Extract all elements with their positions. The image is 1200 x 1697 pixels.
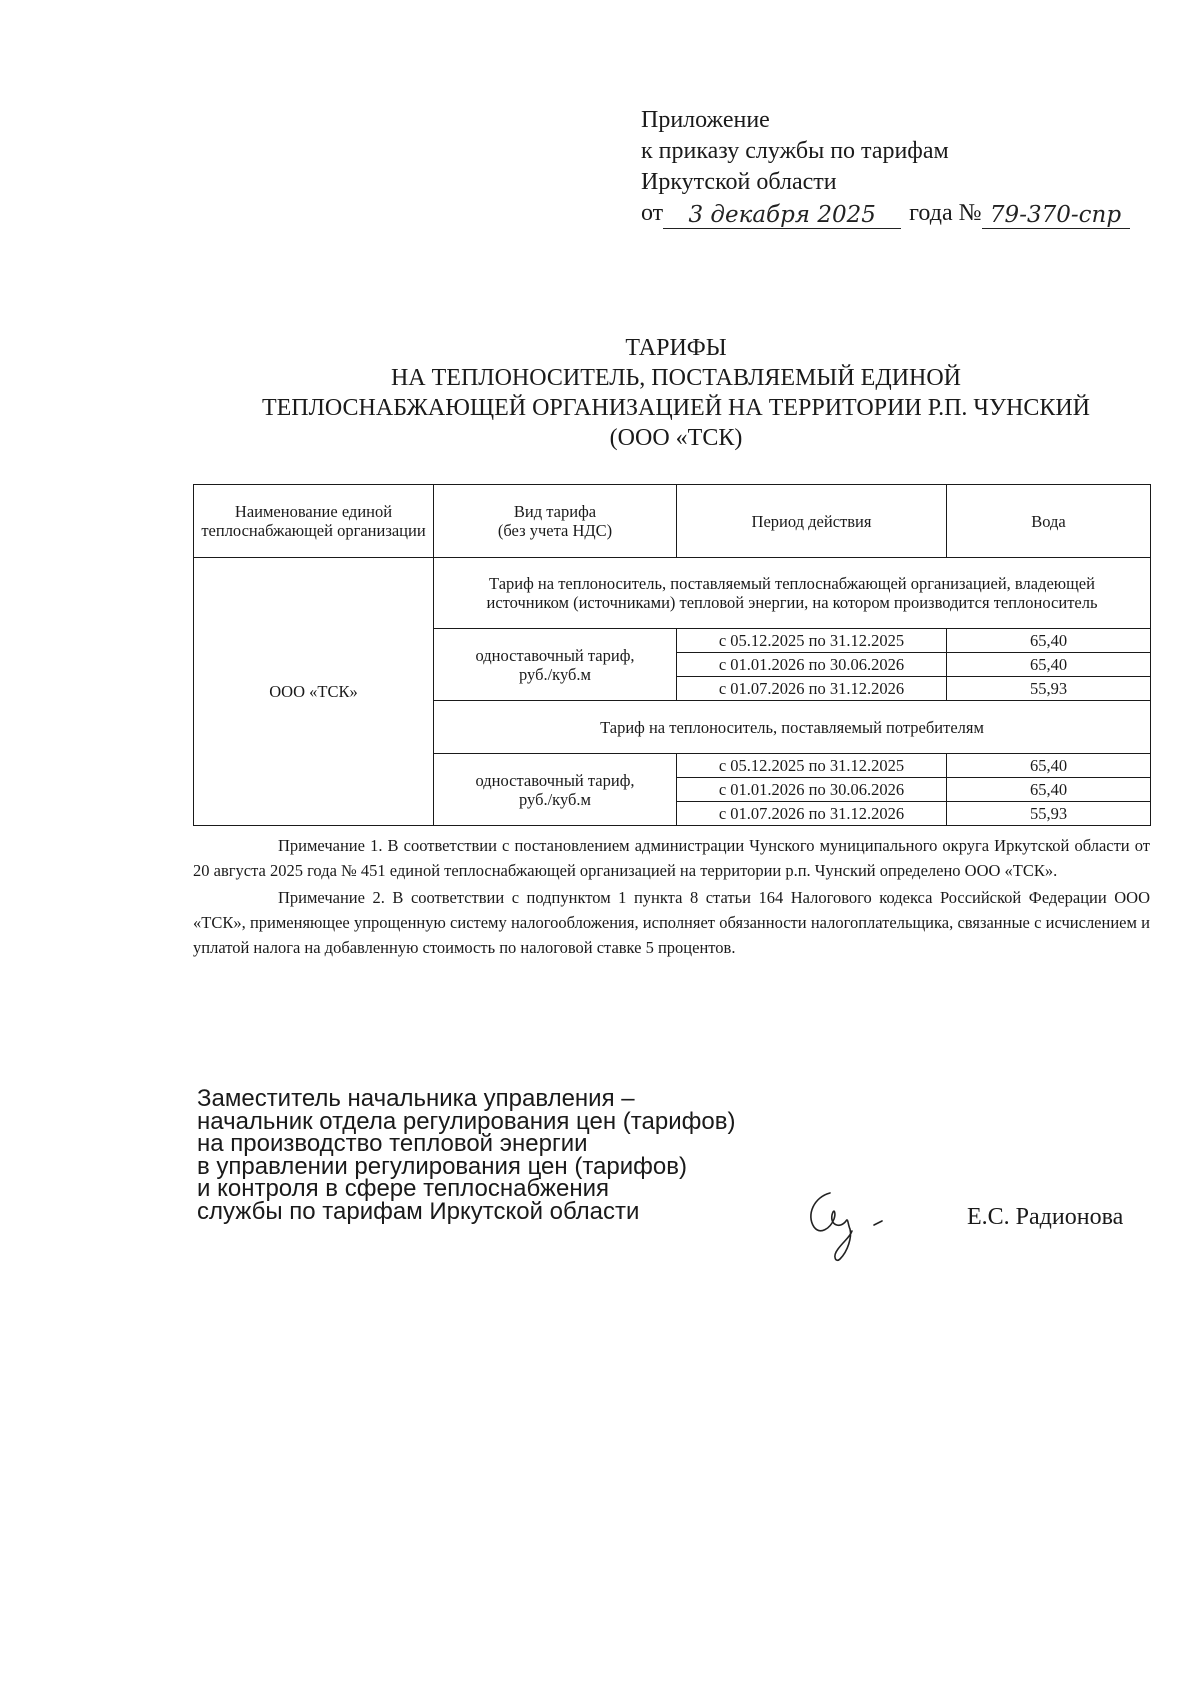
header-water: Вода <box>947 485 1151 558</box>
section2-title: Тариф на теплоноситель, поставляемый потребителям <box>434 701 1151 754</box>
appendix-region: Иркутской области <box>641 169 837 195</box>
handwritten-signature-icon <box>800 1185 910 1265</box>
handwritten-order-number: 79-370-спр <box>982 202 1130 229</box>
water-value: 65,40 <box>947 653 1151 677</box>
date-prefix: от <box>641 200 664 226</box>
period-cell: с 01.01.2026 по 30.06.2026 <box>677 778 947 802</box>
title-line-4: (ООО «ТСК) <box>609 425 743 451</box>
section2-tariff-type <box>434 754 677 826</box>
header-tariff-type-line1: Вид тарифа <box>513 502 597 521</box>
header-tariff-type-line2: (без учета НДС) <box>497 521 613 540</box>
table-header-row <box>194 485 1151 558</box>
handwritten-date: 3 декабря 2025 <box>663 202 901 229</box>
period-cell: с 01.07.2026 по 31.12.2026 <box>677 802 947 826</box>
signer-name: Е.С. Радионова <box>967 1204 1124 1230</box>
period-cell: с 01.01.2026 по 30.06.2026 <box>677 653 947 677</box>
signature-title-line3: на производство тепловой энергии <box>197 1130 588 1157</box>
header-period: Период действия <box>677 485 947 558</box>
period-cell: с 05.12.2025 по 31.12.2025 <box>677 754 947 778</box>
signature-title-line1: Заместитель начальника управления – <box>197 1085 635 1112</box>
note-1: Примечание 1. В соответствии с постановлением администрации Чунского муниципального округа Иркутской области от 20 августа 2025 года № 451 единой теплоснабжающей организацией на территории р.п. Чунский определено ООО «ТСК». <box>193 836 1150 880</box>
section1-tariff-type <box>434 629 677 701</box>
appendix-date-row <box>641 198 1181 229</box>
period-cell: с 01.07.2026 по 31.12.2026 <box>677 677 947 701</box>
title-line-3: ТЕПЛОСНАБЖАЮЩЕЙ ОРГАНИЗАЦИЕЙ НА ТЕРРИТОРИИ Р.П. ЧУНСКИЙ <box>261 395 1091 421</box>
section1-title-row <box>194 558 1151 629</box>
year-word: года № <box>909 200 982 226</box>
document-title <box>196 333 1156 453</box>
water-value: 55,93 <box>947 677 1151 701</box>
tariffs-table <box>193 484 1151 826</box>
signature-block <box>197 1085 797 1225</box>
signature-title-line2: начальник отдела регулирования цен (тарифов) <box>197 1107 736 1135</box>
section2-tariff-line2: руб./куб.м <box>519 789 591 809</box>
notes <box>193 833 1150 962</box>
water-value: 55,93 <box>947 802 1151 826</box>
section2-tariff-line1: одноставочный тариф, <box>475 770 635 790</box>
water-value: 65,40 <box>947 778 1151 802</box>
appendix-order-ref: к приказу службы по тарифам <box>641 138 949 164</box>
header-tariff-type <box>434 485 677 558</box>
note-2: Примечание 2. В соответствии с подпунктом 1 пункта 8 статьи 164 Налогового кодекса Российской Федерации ООО «ТСК», применяющее упрощенную систему налогообложения, исполняет обязанности налогоплательщика, связанные с исчислением и уплатой налога на добавленную стоимость по налоговой ставке 5 процентов. <box>193 888 1150 957</box>
section1-tariff-line1: одноставочный тариф, <box>475 645 635 665</box>
signature-title-line6: службы по тарифам Иркутской области <box>197 1197 640 1225</box>
organization-cell: ООО «ТСК» <box>194 558 434 826</box>
section1-title: Тариф на теплоноситель, поставляемый теплоснабжающей организацией, владеющей источником (источниками) тепловой энергии, на котором производится теплоноситель <box>434 558 1151 629</box>
header-org: Наименование единой теплоснабжающей организации <box>194 485 434 558</box>
appendix-header <box>641 105 1181 229</box>
title-line-2: НА ТЕПЛОНОСИТЕЛЬ, ПОСТАВЛЯЕМЫЙ ЕДИНОЙ <box>390 365 962 391</box>
section1-tariff-line2: руб./куб.м <box>519 664 591 684</box>
water-value: 65,40 <box>947 754 1151 778</box>
signature-title-line4: в управлении регулирования цен (тарифов) <box>197 1152 687 1180</box>
title-line-1: ТАРИФЫ <box>625 335 727 361</box>
appendix-label: Приложение <box>641 107 770 133</box>
signature-title-line5: и контроля в сфере теплоснабжения <box>197 1175 609 1202</box>
water-value: 65,40 <box>947 629 1151 653</box>
period-cell: с 05.12.2025 по 31.12.2025 <box>677 629 947 653</box>
